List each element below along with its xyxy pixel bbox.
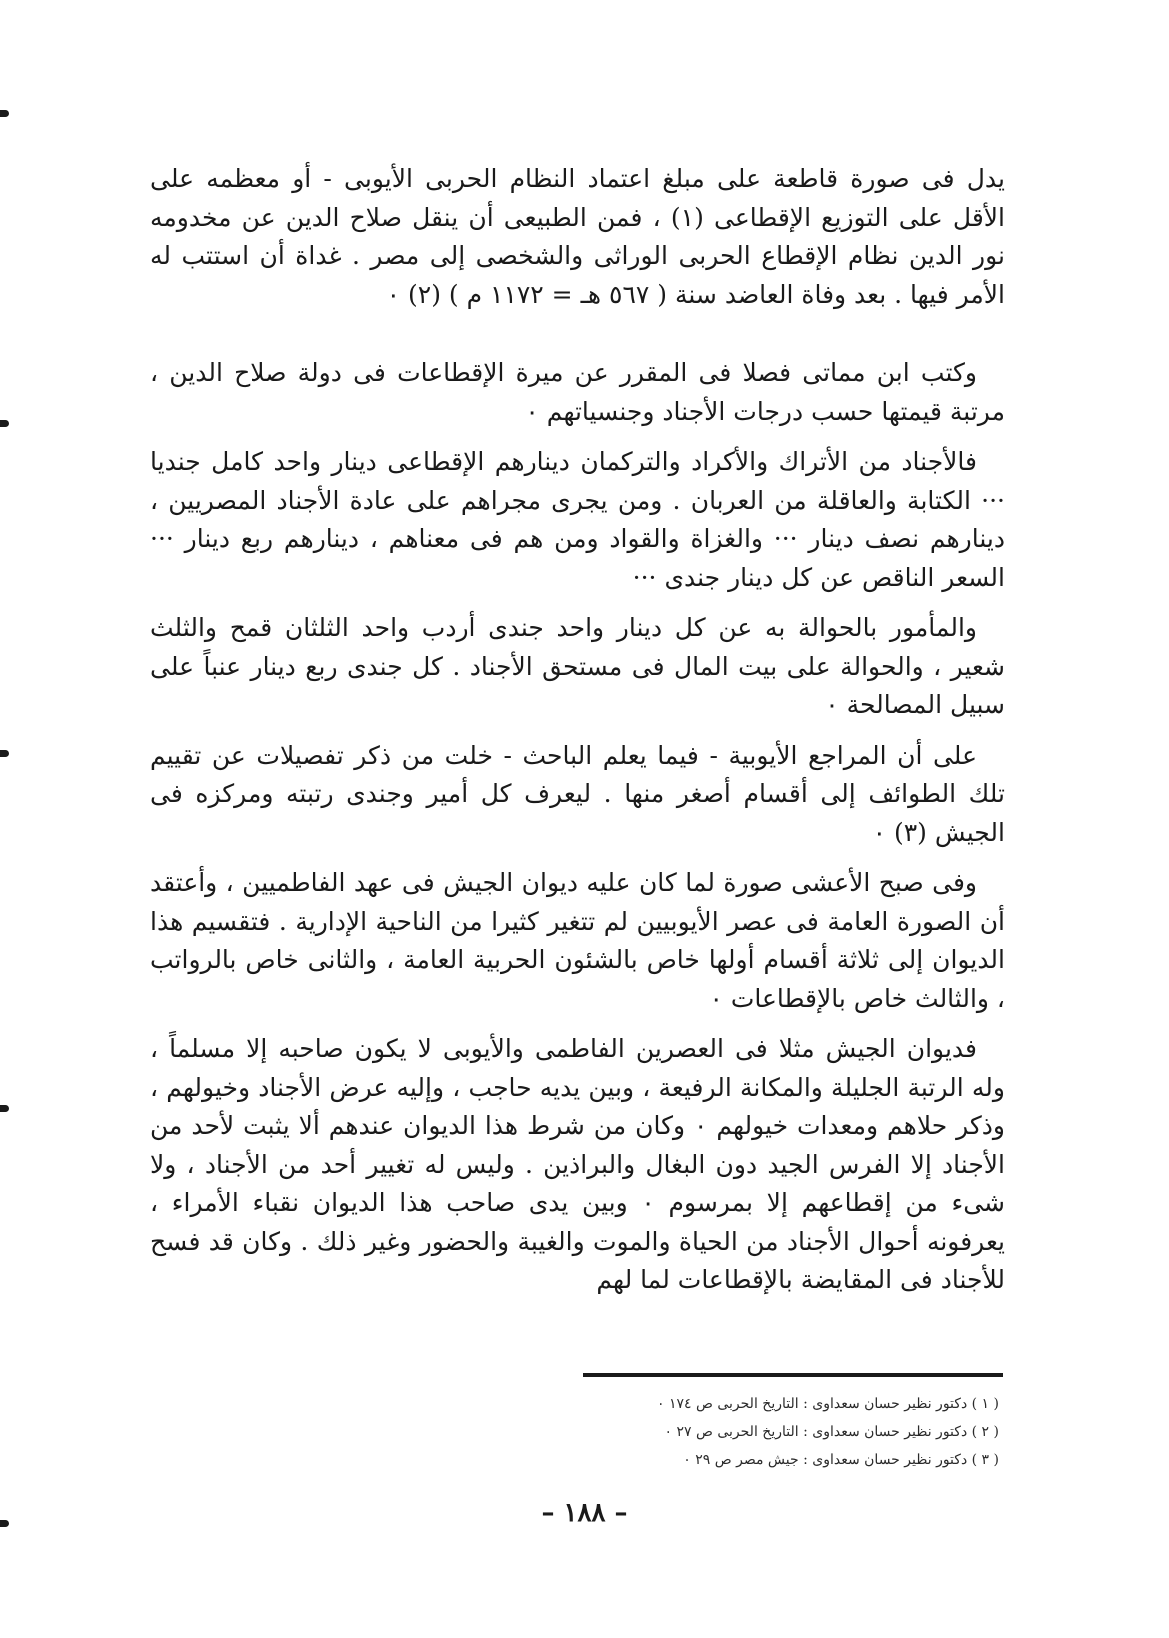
paragraph: وكتب ابن مماتى فصلا فى المقرر عن ميرة الإقطاعات فى دولة صلاح الدين ، مرتبة قيمتها حسب درجات الأجناد وجنسياتهم ٠ <box>150 358 1005 426</box>
paragraph: على أن المراجع الأيوبية - فيما يعلم الباحث - خلت من ذكر تفصيلات عن تقييم تلك الطوائف إلى أقسام أصغر منها . ليعرف كل أمير وجندى رتبته ومركزه فى الجيش (٣) ٠ <box>150 740 1005 847</box>
footnote: ( ٢ ) دكتور نظير حسان سعداوى : التاريخ الحربى ص ٢٧ ٠ <box>664 1424 999 1440</box>
paragraph: وفى صبح الأعشى صورة لما كان عليه ديوان الجيش فى عهد الفاطميين ، وأعتقد أن الصورة العامة فى عصر الأيوبيين لم تتغير كثيرا من الناحية الإدارية . فتقسيم هذا الديوان إلى ثلاثة أقسام أولها خاص بالشئون الحربية العامة ، والثانى خاص بالرواتب ، والثالث خاص بالإقطاعات ٠ <box>150 868 1005 1013</box>
footnotes <box>150 1390 1005 1474</box>
scan-edge-mark <box>0 1105 9 1112</box>
footnote: ( ١ ) دكتور نظير حسان سعداوى : التاريخ الحربى ص ١٧٤ ٠ <box>656 1396 999 1412</box>
scan-edge-mark <box>0 750 9 757</box>
paragraph: يدل فى صورة قاطعة على مبلغ اعتماد النظام الحربى الأيوبى - أو معظمه على الأقل على التوزيع الإقطاعى (١) ، فمن الطبيعى أن ينقل صلاح الدين عن مخدومه نور الدين نظام الإقطاع الحربى الوراثى والشخصى إلى مصر . غداة أن استتب له الأمر فيها . بعد وفاة العاضد سنة ( ٥٦٧ هـ = ١١٧٢ م ) (٢) ٠ <box>150 164 1005 309</box>
scan-edge-mark <box>0 110 9 117</box>
paragraph: فالأجناد من الأتراك والأكراد والتركمان دينارهم الإقطاعى دينار واحد كامل جنديا ··· الكتابة والعاقلة من العربان . ومن يجرى مجراهم على عادة الأجناد المصريين ، دينارهم نصف دينار ··· والغزاة والقواد ومن هم فى معناهم ، دينارهم ربع دينار ··· السعر الناقص عن كل دينار جندى ··· <box>150 447 1005 592</box>
main-text <box>150 160 1005 1300</box>
paragraph: والمأمور بالحوالة به عن كل دينار واحد جندى أردب واحد الثلثان قمح والثلث شعير ، والحوالة على بيت المال فى مستحق الأجناد . كل جندى ربع دينار عنباً على سبيل المصالحة ٠ <box>150 613 1005 719</box>
scan-edge-mark <box>0 420 9 427</box>
page-number: – ١٨٨ – <box>541 1498 628 1528</box>
footnote-separator <box>583 1373 1003 1377</box>
paragraph: فديوان الجيش مثلا فى العصرين الفاطمى والأيوبى لا يكون صاحبه إلا مسلماً ، وله الرتبة الجليلة والمكانة الرفيعة ، وبين يديه حاجب ، وإليه عرض الأجناد وخيولهم ، وذكر حلاهم ومعدات خيولهم ٠ وكان من شرط هذا الديوان عندهم ألا يثبت لأحد من الأجناد إلا الفرس الجيد دون البغال والبراذين . وليس له تغيير أحد من الأجناد ، ولا شىء من إقطاعهم إلا بمرسوم ٠ وبين يدى صاحب هذا الديوان نقباء الأمراء ، يعرفونه أحوال الأجناد من الحياة والموت والغيبة والحضور وغير ذلك . وكان قد فسح للأجناد فى المقايضة بالإقطاعات لما لهم <box>150 1034 1006 1294</box>
footnote: ( ٣ ) دكتور نظير حسان سعداوى : جيش مصر ص ٢٩ ٠ <box>683 1452 999 1468</box>
